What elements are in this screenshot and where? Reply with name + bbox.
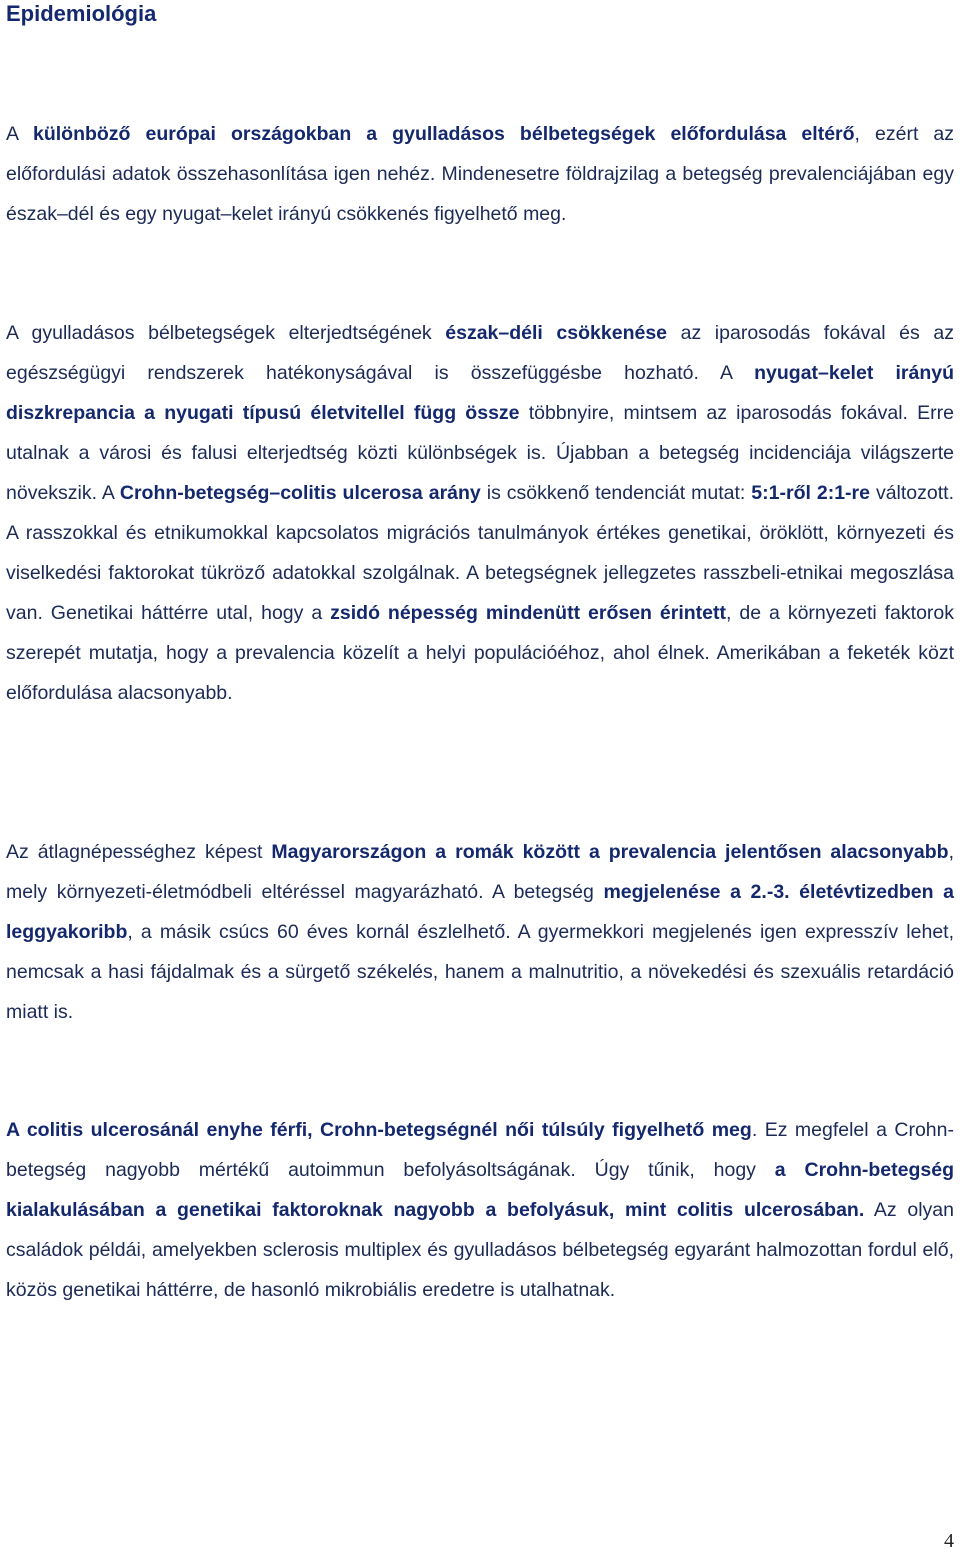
emphasis-text: megjelenése a 2.-3. életévtizedben a leggyakoribb <box>6 881 955 943</box>
emphasis-text: A colitis ulcerosánál enyhe férfi, Crohn-betegségnél női túlsúly figyelhető meg <box>6 1119 752 1141</box>
text-run: , a másik csúcs 60 éves kornál észlelhető. A gyermekkori megjelenés igen expresszív lehet, nemcsak a hasi fájdalmak és a sürgető székelés, hanem a malnutritio, a növekedési és szexuális retardáció miatt is. <box>6 921 954 1023</box>
text-run: Az olyan családok példái, amelyekben sclerosis multiplex és gyulladásos bélbetegség egyaránt halmozottan fordul elő, közös genetikai háttérre, de hasonló mikrobiális eredetre is utalhatnak. <box>6 1199 954 1301</box>
emphasis-text: észak–déli csökkenése <box>445 322 668 344</box>
text-run: az iparosodás fokával és az egészségügyi rendszerek hatékonyságával is összefüggésbe hozható. A <box>6 322 954 384</box>
emphasis-text: nyugat–kelet irányú diszkrepancia a nyugati típusú életvitellel függ össze <box>6 362 954 424</box>
emphasis-text: 5:1-ről 2:1-re <box>751 482 870 504</box>
emphasis-text: a Crohn-betegség kialakulásában a genetikai faktoroknak nagyobb a befolyásuk, mint colitis ulcerosában. <box>6 1159 954 1221</box>
text-run: is csökkenő tendenciát mutat: <box>480 482 752 504</box>
text-run: Az átlagnépességhez képest <box>6 841 272 863</box>
emphasis-text: különböző európai országokban a gyulladásos bélbetegségek előfordulása eltérő <box>32 123 855 145</box>
text-run: A gyulladásos bélbetegségek elterjedtségének <box>6 322 446 344</box>
paragraph-sex-genetics <box>6 1110 954 1310</box>
emphasis-text: Crohn-betegség–colitis ulcerosa arány <box>119 482 481 504</box>
text-run: , ezért az előfordulási adatok összehasonlítása igen nehéz. Mindenesetre földrajzilag a betegség prevalenciájában egy észak–dél és egy nyugat–kelet irányú csökkenés figyelhető meg. <box>6 123 954 225</box>
text-run: . Ez megfelel a Crohn-betegség nagyobb mértékű autoimmun befolyásoltságának. Úgy tűnik, hogy <box>6 1119 954 1181</box>
page-title: Epidemiológia <box>6 1 157 26</box>
page-number: 4 <box>944 1530 954 1552</box>
emphasis-text: Magyarországon a romák között a prevalencia jelentősen alacsonyabb <box>271 841 949 863</box>
text-run: , de a környezeti faktorok szerepét mutatja, hogy a prevalencia közelít a helyi populációéhoz, ahol élnek. Amerikában a feketék közt előfordulása alacsonyabb. <box>6 602 955 704</box>
paragraph-prevalence-factors <box>6 313 954 713</box>
paragraph-geographic-distribution <box>6 114 954 234</box>
paragraph-hungary-age <box>6 832 954 1032</box>
text-run: változott. A rasszokkal és etnikumokkal kapcsolatos migrációs tanulmányok értékes genetikai, öröklött, környezeti és viselkedési faktorokat tükröző adatokkal szolgálnak. A betegségnek jellegzetes rasszbeli-etnikai megoszlása van. Genetikai háttérre utal, hogy a <box>6 482 954 624</box>
emphasis-text: zsidó népesség mindenütt erősen érintett <box>330 602 727 624</box>
text-run: A <box>6 123 33 145</box>
text-run: , mely környezeti-életmódbeli eltéréssel magyarázható. A betegség <box>6 841 954 903</box>
text-run: többnyire, mintsem az iparosodás fokával. Erre utalnak a városi és falusi elterjedtség közti különbségek is. Újabban a betegség incidenciája világszerte növekszik. A <box>6 402 954 504</box>
